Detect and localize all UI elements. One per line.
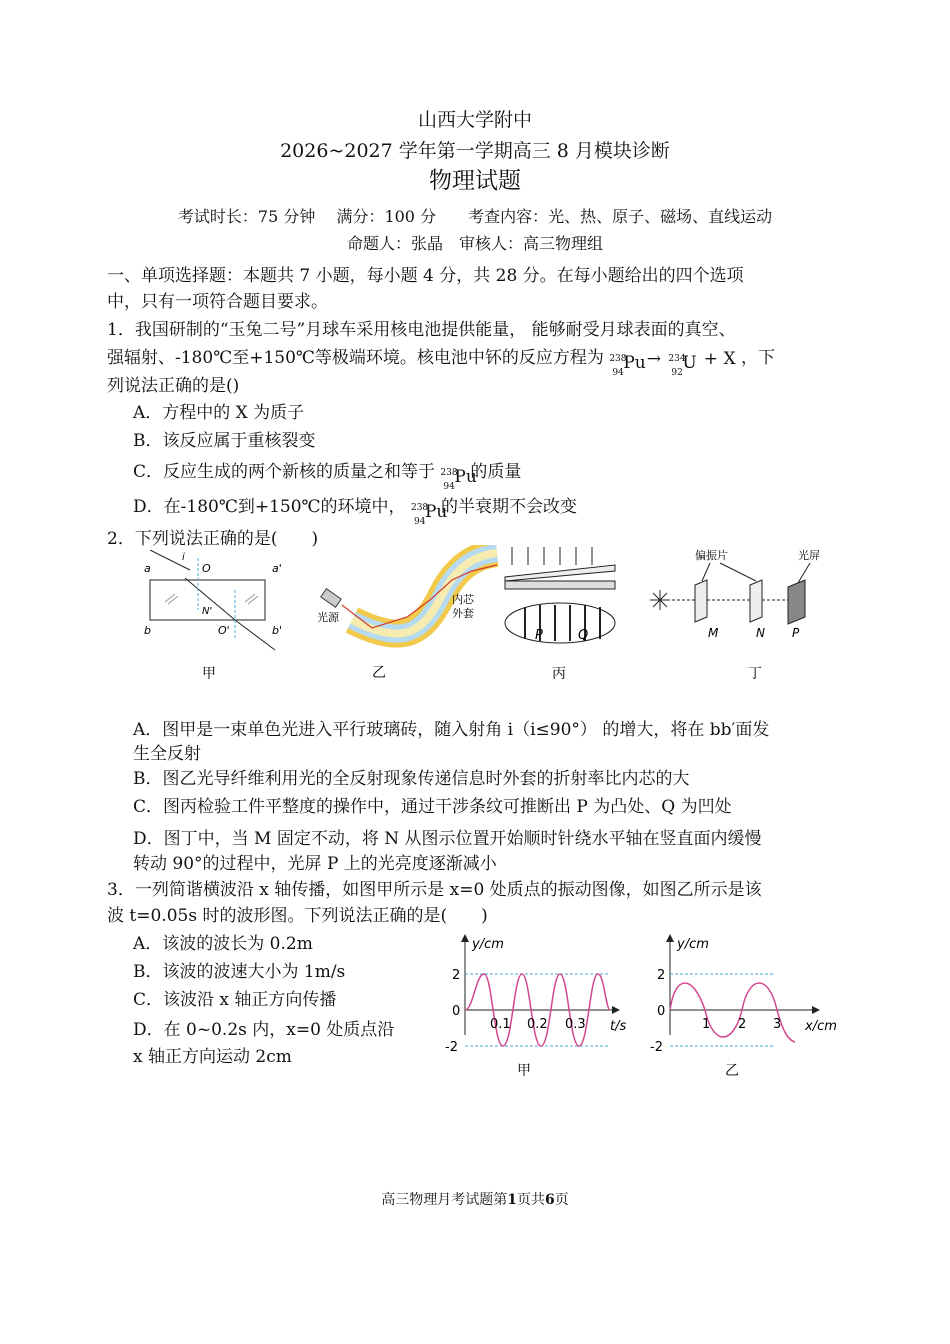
q3-option-d-line2: x 轴正方向运动 2cm: [133, 1047, 292, 1067]
q2-option-a-line1: A．图甲是一束单色光进入平行玻璃砖，随入射角 i（i≤90°） 的增大，将在 bb′面发: [133, 720, 770, 740]
subject-title: 物理试题: [429, 168, 521, 194]
ylabel-jia: y/cm: [472, 937, 504, 952]
q1-stem-line2: [107, 344, 775, 378]
q1-option-b: B．该反应属于重核裂变: [133, 431, 316, 451]
exam-info: 考试时长：75 分钟 满分：100 分 考查内容：光、热、原子、磁场、直线运动: [177, 207, 773, 226]
q1-option-c: C．反应生成的两个新核的质量之和等于 238 94 Pu 的质量: [133, 462, 522, 492]
q3-option-a: A．该波的波长为 0.2m: [133, 934, 313, 954]
label-screen: 光屏: [798, 549, 820, 562]
label-m: M: [708, 626, 719, 640]
label-outer-cladding: 外套: [452, 607, 474, 620]
xlabel-jia: t/s: [610, 1019, 627, 1034]
exam-authors: 命题人：张晶 审核人：高三物理组: [346, 234, 603, 253]
q1-equation: [609, 345, 736, 378]
page-footer: 高三物理月考试题第1页共6页: [381, 1192, 569, 1208]
caption-jia: 甲: [202, 666, 216, 682]
label-q: Q: [578, 628, 589, 643]
xtick-jia-1: 0.2: [527, 1017, 548, 1032]
q3-option-d-line1: D．在 0~0.2s 内，x=0 处质点沿: [133, 1020, 395, 1040]
xtick-jia-0: 0.1: [490, 1017, 511, 1032]
exam-title: 2026~2027 学年第一学期高三 8 月模块诊断: [280, 140, 670, 162]
emergent-ray: [235, 620, 275, 650]
q1-stem-end: ，下: [740, 348, 775, 368]
graph-waveform: [645, 930, 850, 1080]
q3-option-c: C．该波沿 x 轴正方向传播: [133, 990, 337, 1010]
pu-nuclide: 238 94 Pu: [440, 466, 477, 492]
ytick-jia-2: -2: [445, 1040, 458, 1055]
caption-yi: 乙: [372, 665, 386, 681]
label-o: O: [202, 562, 211, 575]
q1-option-d: D．在-180℃到+150℃的环境中， 238 94 Pu 的半衰期不会改变: [133, 497, 577, 527]
xlabel-yi: x/cm: [805, 1019, 837, 1034]
q3-option-b: B．该波的波速大小为 1m/s: [133, 962, 346, 982]
label-light-source: 光源: [317, 611, 339, 624]
pu-nuclide: 238 94 Pu: [609, 353, 646, 378]
label-a-prime: a': [272, 562, 282, 575]
current-page: 1: [507, 1192, 517, 1208]
label-inner-core: 内芯: [452, 593, 474, 606]
ytick-yi-0: 2: [657, 968, 666, 983]
label-p: P: [535, 628, 543, 643]
ytick-jia-0: 2: [452, 968, 461, 983]
label-b: b: [144, 624, 151, 637]
caption-bing: 丙: [552, 666, 566, 682]
graph-vibration: [440, 930, 640, 1080]
figure-optical-fiber: [312, 545, 502, 685]
label-i: i: [182, 552, 185, 563]
school-name: 山西大学附中: [417, 109, 532, 131]
arrow-icon: →: [646, 348, 661, 369]
q2-option-c: C．图丙检验工件平整度的操作中，通过干涉条纹可推断出 P 为凸处、Q 为凹处: [133, 797, 732, 817]
figure-flatness-test: [500, 545, 630, 685]
q2-option-b: B．图乙光导纤维利用光的全反射现象传递信息时外套的折射率比内芯的大: [133, 769, 690, 789]
q2-stem: 2．下列说法正确的是( ): [107, 529, 319, 549]
ytick-yi-1: 0: [657, 1004, 666, 1019]
q2-option-a-line2: 生全反射: [133, 744, 201, 764]
caption-graph-yi: 乙: [725, 1063, 739, 1079]
figure-polarizers: [640, 545, 840, 685]
figure-glass-block: [130, 550, 300, 685]
xtick-jia-2: 0.3: [565, 1017, 586, 1032]
q3-stem-line2: 波 t=0.05s 时的波形图。下列说法正确的是( ): [107, 906, 488, 926]
q1-stem-line1: 1．我国研制的“玉兔二号”月球车采用核电池提供能量， 能够耐受月球表面的真空、: [107, 320, 736, 340]
q2-option-d-line2: 转动 90°的过程中，光屏 P 上的光亮度逐渐减小: [133, 854, 497, 874]
xtick-yi-0: 1: [702, 1017, 711, 1032]
label-p-screen: P: [792, 626, 800, 640]
eq-tail: + X: [703, 348, 736, 369]
ytick-yi-2: -2: [650, 1040, 663, 1055]
label-polarizer: 偏振片: [695, 549, 728, 562]
label-n-prime: N': [202, 606, 213, 617]
total-pages: 6: [545, 1192, 555, 1208]
waveform-curve: [670, 983, 795, 1042]
section-heading-line1: 一、单项选择题：本题共 7 小题，每小题 4 分，共 28 分。在每小题给出的四个选项: [107, 266, 744, 286]
q2-option-d-line1: D．图丁中，当 M 固定不动，将 N 从图示位置开始顺时针绕水平轴在竖直面内缓慢: [133, 829, 762, 849]
ytick-jia-1: 0: [452, 1004, 461, 1019]
xtick-yi-2: 3: [773, 1017, 782, 1032]
section-heading-line2: 中，只有一项符合题目要求。: [107, 292, 328, 312]
label-a: a: [144, 562, 151, 575]
caption-graph-jia: 甲: [517, 1063, 531, 1079]
q1-option-a: A．方程中的 X 为质子: [133, 403, 305, 423]
pu-nuclide: 238 94 Pu: [410, 501, 448, 527]
q3-stem-line1: 3．一列简谐横波沿 x 轴传播，如图甲所示是 x=0 处质点的振动图像，如图乙所示是该: [107, 880, 762, 900]
label-b-prime: b': [272, 624, 283, 637]
label-o-prime: O': [218, 624, 230, 637]
xtick-yi-1: 2: [738, 1017, 747, 1032]
caption-ding: 丁: [748, 666, 762, 682]
q1-stem-line3: 列说法正确的是(): [107, 376, 240, 396]
ylabel-yi: y/cm: [677, 937, 709, 952]
label-n: N: [756, 626, 765, 640]
u-nuclide: 234 92 U: [668, 353, 697, 378]
q1-stem-text: 强辐射、-180℃至+150℃等极端环境。核电池中钚的反应方程为: [107, 348, 604, 368]
